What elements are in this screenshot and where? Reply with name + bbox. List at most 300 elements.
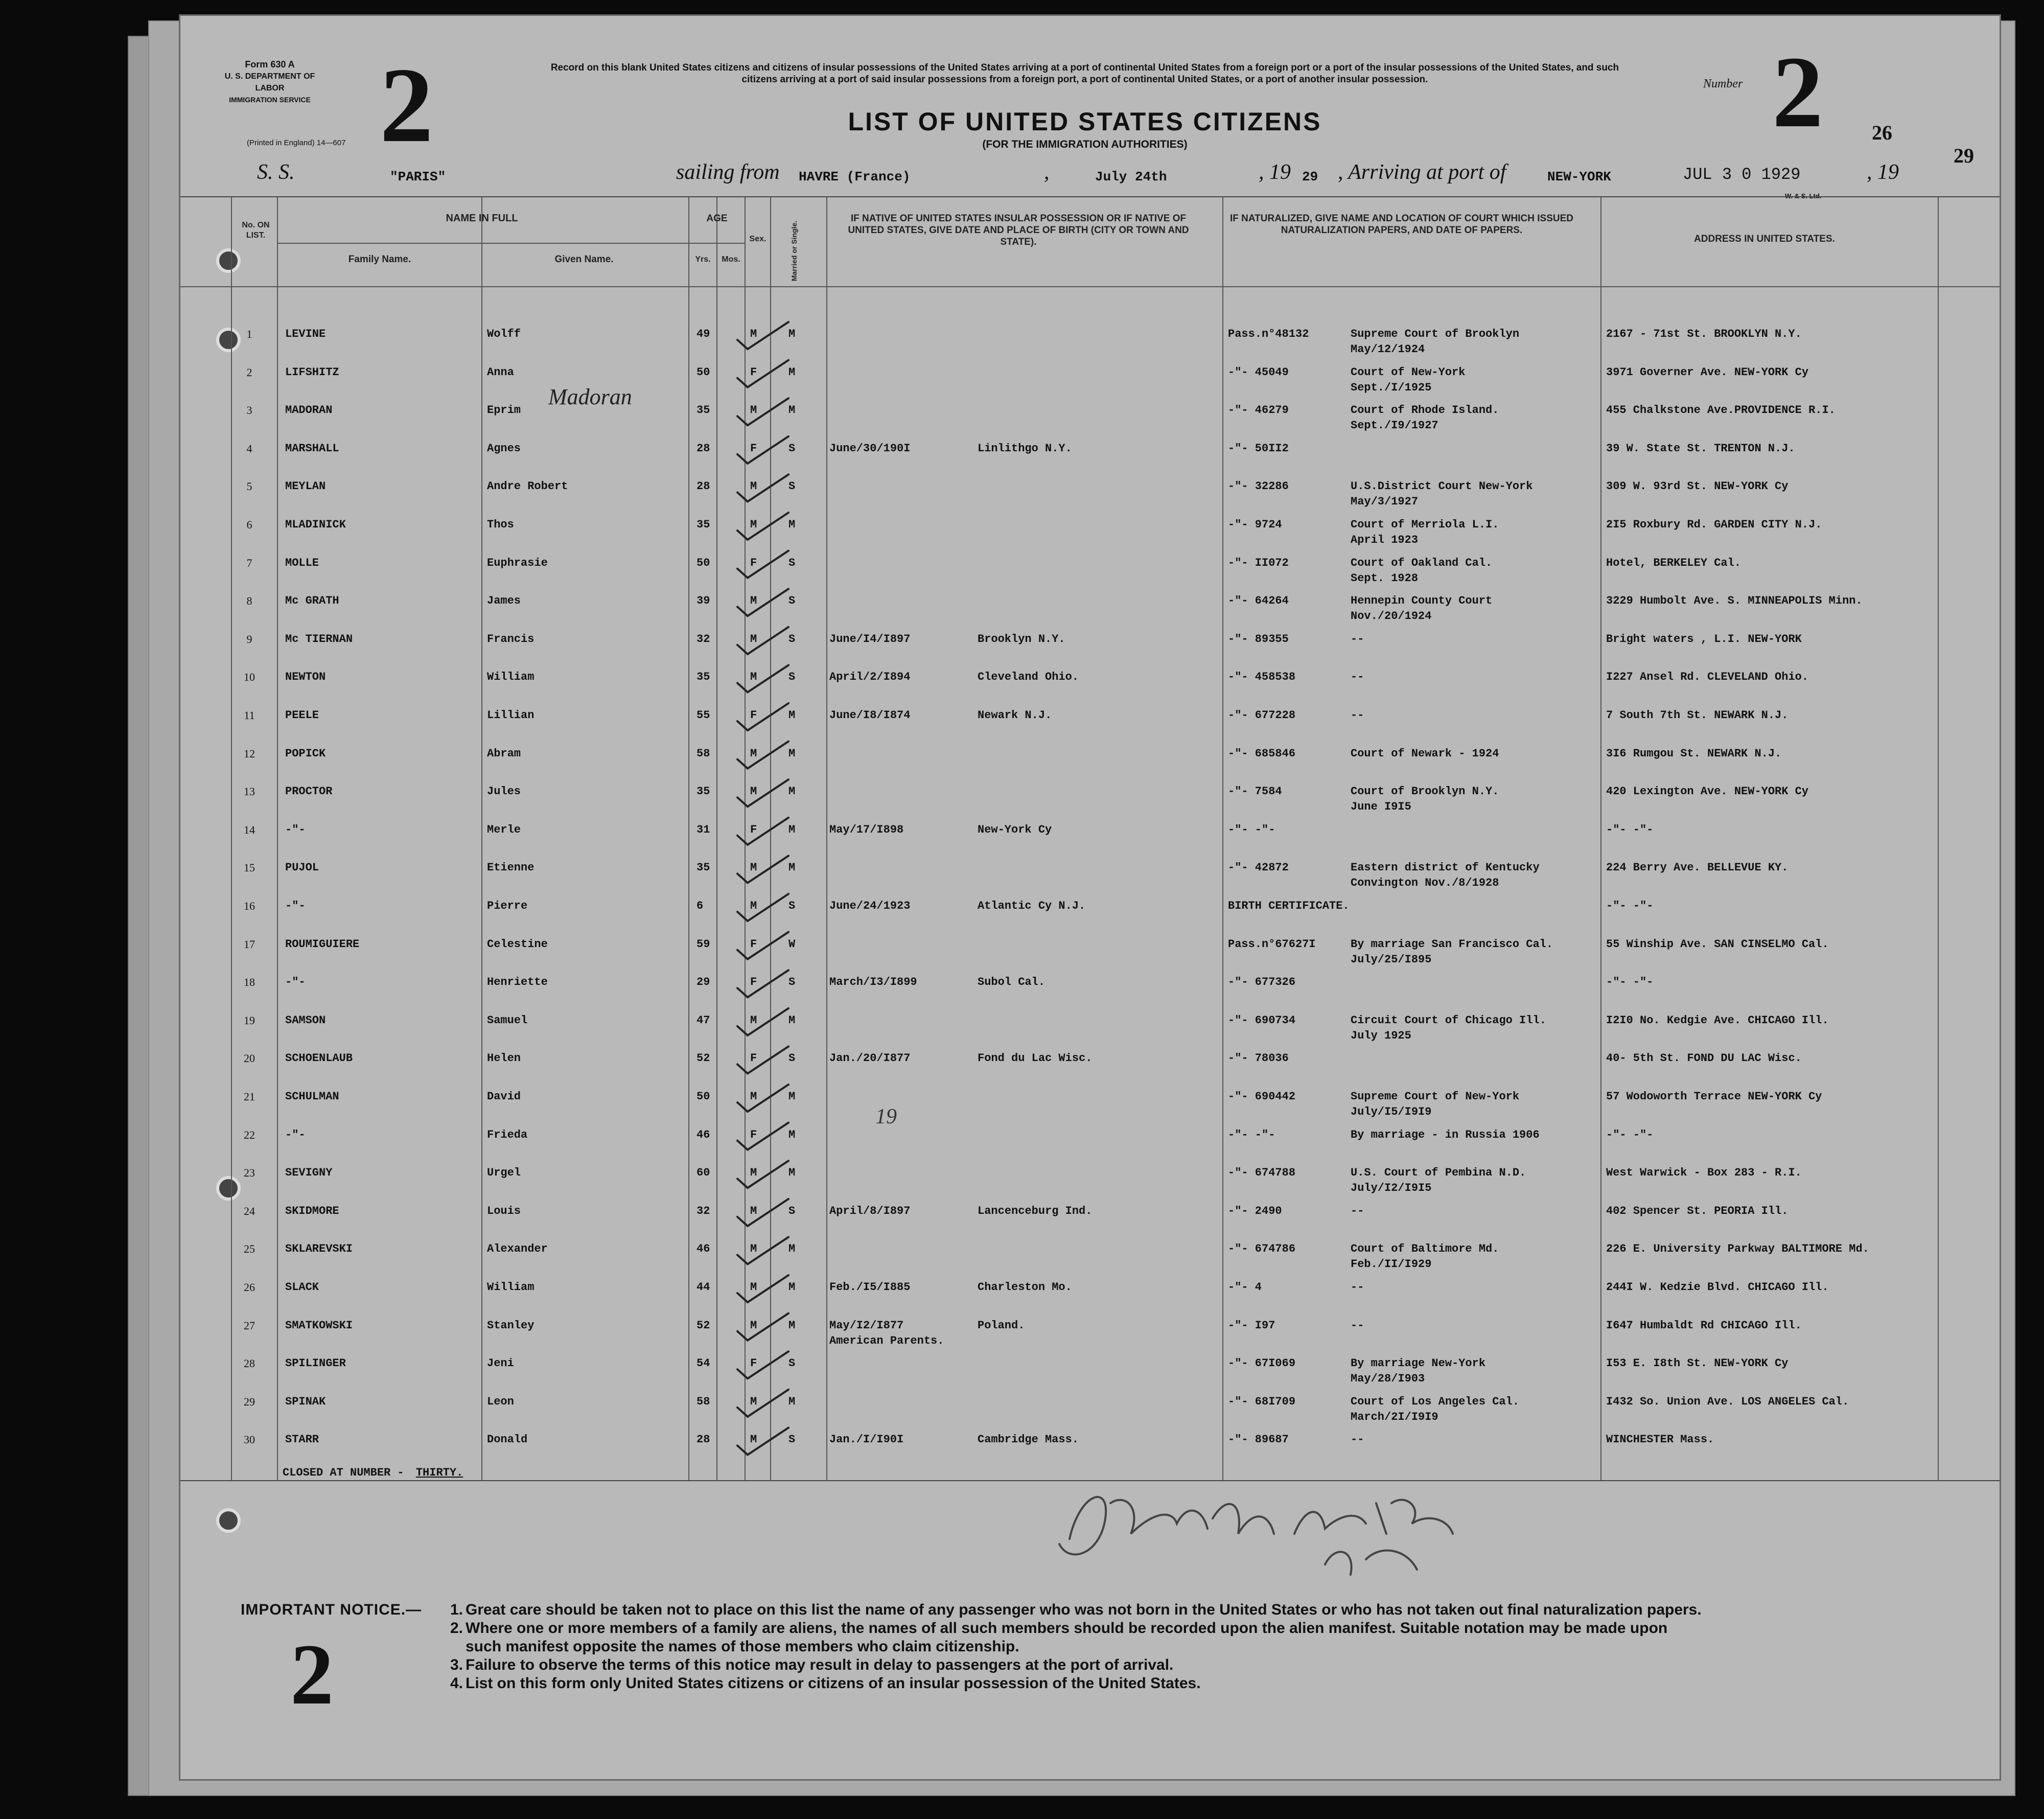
court: -- bbox=[1351, 709, 1364, 722]
arriving-label: , Arriving at port of bbox=[1338, 160, 1506, 184]
court: By marriage - in Russia 1906 bbox=[1351, 1128, 1540, 1141]
sex: M bbox=[750, 328, 757, 340]
birth-date: May/I2/I877 bbox=[829, 1319, 904, 1332]
row-number: 15 bbox=[244, 861, 255, 874]
handwritten-count: 19 bbox=[875, 1105, 897, 1129]
marital-status: M bbox=[788, 518, 796, 531]
row-number: 10 bbox=[244, 671, 255, 684]
row-number: 12 bbox=[244, 747, 255, 760]
marital-status: M bbox=[788, 1014, 796, 1027]
family-name: SAMSON bbox=[285, 1014, 326, 1027]
age-years: 35 bbox=[696, 671, 710, 684]
passport-number: -"- I97 bbox=[1228, 1319, 1275, 1332]
given-name: Abram bbox=[487, 747, 521, 760]
closed-label: CLOSED AT NUMBER - bbox=[283, 1466, 404, 1479]
marital-status: M bbox=[788, 404, 796, 417]
marital-status: S bbox=[788, 480, 796, 493]
birth-place: Poland. bbox=[978, 1319, 1025, 1332]
age-years: 29 bbox=[696, 976, 710, 989]
age-years: 28 bbox=[696, 480, 710, 493]
birth-date: May/17/I898 bbox=[829, 823, 904, 836]
passport-number: -"- 685846 bbox=[1228, 747, 1296, 760]
age-years: 6 bbox=[696, 900, 704, 912]
given-name: Leon bbox=[487, 1395, 514, 1408]
sex: M bbox=[750, 404, 757, 417]
given-name: Alexander bbox=[487, 1242, 548, 1256]
marital-status: M bbox=[788, 1319, 796, 1332]
address: 39 W. State St. TRENTON N.J. bbox=[1606, 442, 1795, 455]
age-years: 44 bbox=[696, 1281, 710, 1294]
family-name: POPICK bbox=[285, 747, 326, 760]
given-name: Euphrasie bbox=[487, 556, 548, 569]
address: I432 So. Union Ave. LOS ANGELES Cal. bbox=[1606, 1395, 1849, 1408]
form-instructions: Record on this blank United States citizens and citizens of insular possessions of the United States arriving at a port of continental United States from a foreign port or a port of the insular possessions of the United States, and such citizens arriving at a port of said insular possessions from a foreign port, a port of continental United States, or a port of another insular possession. bbox=[550, 62, 1619, 85]
notice-label: IMPORTANT NOTICE.— bbox=[241, 1601, 422, 1618]
row-number: 5 bbox=[246, 480, 252, 493]
arrival-port: NEW-YORK bbox=[1547, 169, 1611, 185]
birth-date: April/8/I897 bbox=[829, 1204, 911, 1217]
notice-item: 2. Where one or more members of a family are aliens, the names of all such members should be recorded upon the alien manifest. Suitable notation may be made upon bbox=[450, 1620, 1668, 1637]
family-name: -"- bbox=[285, 900, 306, 912]
sex: F bbox=[750, 442, 757, 455]
address: I2I0 No. Kedgie Ave. CHICAGO Ill. bbox=[1606, 1014, 1829, 1027]
passport-number: -"- II072 bbox=[1228, 556, 1289, 569]
departure-port: HAVRE (France) bbox=[799, 169, 911, 185]
court-date: March/2I/I9I9 bbox=[1351, 1410, 1438, 1423]
header-address: ADDRESS IN UNITED STATES. bbox=[1694, 234, 1835, 244]
marital-status: M bbox=[788, 785, 796, 798]
age-years: 28 bbox=[696, 442, 710, 455]
birth-note: American Parents. bbox=[829, 1334, 944, 1347]
passport-number: -"- 4 bbox=[1228, 1281, 1262, 1294]
address: 244I W. Kedzie Blvd. CHICAGO Ill. bbox=[1606, 1281, 1829, 1294]
given-name: Samuel bbox=[487, 1014, 528, 1027]
sex: F bbox=[750, 1052, 757, 1065]
sex: M bbox=[750, 480, 757, 493]
address: Bright waters , L.I. NEW-YORK bbox=[1606, 632, 1802, 646]
row-number: 4 bbox=[246, 442, 252, 455]
age-years: 35 bbox=[696, 518, 710, 531]
row-number: 18 bbox=[244, 976, 255, 989]
sex: M bbox=[750, 594, 757, 608]
marital-status: M bbox=[788, 1166, 796, 1180]
given-name: Stanley bbox=[487, 1319, 535, 1332]
header-yrs: Yrs. bbox=[695, 255, 711, 264]
passport-number: BIRTH CERTIFICATE. bbox=[1228, 900, 1350, 912]
address: 455 Chalkstone Ave.PROVIDENCE R.I. bbox=[1606, 404, 1836, 417]
birth-date: June/30/190I bbox=[829, 442, 911, 455]
age-years: 35 bbox=[696, 404, 710, 417]
court-date: July/I5/I9I9 bbox=[1351, 1106, 1432, 1118]
marital-status: S bbox=[788, 1433, 796, 1446]
given-name: Thos bbox=[487, 518, 514, 531]
family-name: PEELE bbox=[285, 709, 319, 722]
notice-item: 3. Failure to observe the terms of this notice may result in delay to passengers at the port of arrival. bbox=[450, 1656, 1174, 1673]
row-number: 22 bbox=[244, 1128, 255, 1141]
passport-number: -"- 89687 bbox=[1228, 1433, 1289, 1446]
court: Court of Brooklyn N.Y. bbox=[1351, 785, 1499, 798]
address: 226 E. University Parkway BALTIMORE Md. bbox=[1606, 1242, 1869, 1256]
given-name: Francis bbox=[487, 632, 535, 646]
given-name: William bbox=[487, 671, 535, 684]
court-date: May/3/1927 bbox=[1351, 495, 1419, 509]
header-name-in-full: NAME IN FULL bbox=[446, 213, 518, 224]
sex: M bbox=[750, 1319, 757, 1332]
row-number: 29 bbox=[244, 1395, 255, 1408]
family-name: -"- bbox=[285, 1128, 306, 1141]
address: I227 Ansel Rd. CLEVELAND Ohio. bbox=[1606, 671, 1809, 684]
family-name: MOLLE bbox=[285, 556, 319, 569]
court: -- bbox=[1351, 1204, 1364, 1217]
header-family-name: Family Name. bbox=[348, 254, 411, 265]
family-name: SKLAREVSKI bbox=[285, 1242, 353, 1256]
sex: M bbox=[750, 1281, 757, 1294]
birth-date: June/24/1923 bbox=[829, 900, 911, 912]
address: I53 E. I8th St. NEW-YORK Cy bbox=[1606, 1357, 1788, 1370]
family-name: NEWTON bbox=[285, 671, 326, 684]
header-age: AGE bbox=[706, 213, 728, 224]
given-name: Donald bbox=[487, 1433, 528, 1446]
marital-status: S bbox=[788, 556, 796, 569]
address: 55 Winship Ave. SAN CINSELMO Cal. bbox=[1606, 937, 1829, 951]
address: West Warwick - Box 283 - R.I. bbox=[1606, 1166, 1802, 1180]
notice-item: such manifest opposite the names of those members who claim citizenship. bbox=[466, 1638, 1019, 1655]
passport-number: -"- 674786 bbox=[1228, 1242, 1296, 1256]
passport-number: -"- 50II2 bbox=[1228, 442, 1289, 455]
age-years: 50 bbox=[696, 556, 710, 569]
marital-status: S bbox=[788, 1204, 796, 1217]
birth-place: Subol Cal. bbox=[978, 976, 1046, 989]
row-number: 8 bbox=[246, 594, 252, 608]
court: Court of Baltimore Md. bbox=[1351, 1242, 1499, 1256]
court: Hennepin County Court bbox=[1351, 594, 1493, 608]
list-number-stamp: 2 bbox=[1772, 36, 1823, 149]
form-subtitle: (FOR THE IMMIGRATION AUTHORITIES) bbox=[982, 139, 1188, 150]
row-number: 3 bbox=[246, 404, 252, 417]
birth-place: Lancenceburg Ind. bbox=[978, 1204, 1093, 1217]
address: -"- -"- bbox=[1606, 823, 1654, 836]
family-name: LEVINE bbox=[285, 328, 326, 340]
age-years: 54 bbox=[696, 1357, 710, 1370]
age-years: 46 bbox=[696, 1242, 710, 1256]
address: 309 W. 93rd St. NEW-YORK Cy bbox=[1606, 480, 1788, 493]
age-years: 59 bbox=[696, 937, 710, 951]
passport-number: -"- -"- bbox=[1228, 1128, 1275, 1141]
family-name: -"- bbox=[285, 976, 306, 989]
given-name: William bbox=[487, 1281, 535, 1294]
address: 2167 - 71st St. BROOKLYN N.Y. bbox=[1606, 328, 1802, 340]
marital-status: S bbox=[788, 632, 796, 646]
birth-place: Charleston Mo. bbox=[978, 1281, 1072, 1294]
department: U. S. DEPARTMENT OF LABOR bbox=[224, 72, 315, 93]
birth-place: Brooklyn N.Y. bbox=[978, 632, 1065, 646]
arrival-date-stamp: JUL 3 0 1929 bbox=[1683, 165, 1801, 184]
address: WINCHESTER Mass. bbox=[1606, 1433, 1714, 1446]
ship-name: "PARIS" bbox=[390, 169, 446, 185]
given-name: Agnes bbox=[487, 442, 521, 455]
marital-status: M bbox=[788, 861, 796, 874]
birth-place: Cleveland Ohio. bbox=[978, 671, 1079, 684]
given-name: Etienne bbox=[487, 861, 535, 874]
court: Supreme Court of Brooklyn bbox=[1351, 328, 1520, 340]
family-name: SMATKOWSKI bbox=[285, 1319, 353, 1332]
address: 3971 Governer Ave. NEW-YORK Cy bbox=[1606, 365, 1809, 379]
passport-number: -"- 89355 bbox=[1228, 632, 1289, 646]
sex: M bbox=[750, 1166, 757, 1180]
family-name: STARR bbox=[285, 1433, 319, 1446]
marital-status: S bbox=[788, 594, 796, 608]
marital-status: S bbox=[788, 976, 796, 989]
service: IMMIGRATION SERVICE bbox=[229, 96, 311, 104]
notice-item: 1. Great care should be taken not to place on this list the name of any passenger who was not born in the United States or who has not taken out final naturalization papers. bbox=[450, 1601, 1702, 1618]
passport-number: -"- 674788 bbox=[1228, 1166, 1296, 1180]
court: Court of Rhode Island. bbox=[1351, 404, 1499, 417]
marital-status: M bbox=[788, 823, 796, 836]
sex: M bbox=[750, 1204, 757, 1217]
sex: F bbox=[750, 1128, 757, 1141]
sex: M bbox=[750, 1090, 757, 1103]
given-name: Henriette bbox=[487, 976, 548, 989]
age-years: 58 bbox=[696, 747, 710, 760]
sex: F bbox=[750, 556, 757, 569]
given-name: Andre Robert bbox=[487, 480, 568, 493]
row-number: 19 bbox=[244, 1014, 255, 1027]
court: Court of Los Angeles Cal. bbox=[1351, 1395, 1520, 1408]
given-name: Frieda bbox=[487, 1128, 528, 1141]
year-label: , 19 bbox=[1259, 160, 1291, 184]
age-years: 50 bbox=[696, 365, 710, 379]
age-years: 60 bbox=[696, 1166, 710, 1180]
birth-date: April/2/I894 bbox=[829, 671, 911, 684]
separator: , bbox=[1044, 160, 1050, 184]
family-name: -"- bbox=[285, 823, 306, 836]
family-name: PUJOL bbox=[285, 861, 319, 874]
row-number: 13 bbox=[244, 785, 255, 798]
court-date: Nov./20/1924 bbox=[1351, 610, 1432, 623]
passport-number: -"- 677228 bbox=[1228, 709, 1296, 722]
given-name: Eprim bbox=[487, 404, 521, 417]
page-number: 26 bbox=[1872, 121, 1892, 144]
marital-status: S bbox=[788, 671, 796, 684]
court: U.S. Court of Pembina N.D. bbox=[1351, 1166, 1526, 1180]
marital-status: M bbox=[788, 1128, 796, 1141]
court: Supreme Court of New-York bbox=[1351, 1090, 1520, 1103]
age-years: 58 bbox=[696, 1395, 710, 1408]
header-mos: Mos. bbox=[722, 255, 740, 264]
court-date: Feb./II/I929 bbox=[1351, 1258, 1432, 1271]
address: 7 South 7th St. NEWARK N.J. bbox=[1606, 709, 1788, 722]
passport-number: -"- 68I709 bbox=[1228, 1395, 1296, 1408]
birth-place: Atlantic Cy N.J. bbox=[978, 900, 1086, 912]
marital-status: M bbox=[788, 1395, 796, 1408]
punch-hole bbox=[216, 1508, 241, 1533]
sex: M bbox=[750, 1014, 757, 1027]
sex: F bbox=[750, 976, 757, 989]
family-name: ROUMIGUIERE bbox=[285, 937, 360, 951]
birth-place: Fond du Lac Wisc. bbox=[978, 1052, 1093, 1065]
court: Circuit Court of Chicago Ill. bbox=[1351, 1014, 1546, 1027]
court-date: July/I2/I9I5 bbox=[1351, 1182, 1432, 1195]
age-years: 32 bbox=[696, 1204, 710, 1217]
birth-date: June/I8/I874 bbox=[829, 709, 911, 722]
address: 420 Lexington Ave. NEW-YORK Cy bbox=[1606, 785, 1809, 798]
row-number: 16 bbox=[244, 900, 255, 912]
form-number: Form 630 A bbox=[245, 59, 295, 70]
passport-number: Pass.n°67627I bbox=[1228, 937, 1316, 951]
row-number: 23 bbox=[244, 1166, 255, 1180]
header-no: No. ON LIST. bbox=[242, 221, 270, 240]
sex: F bbox=[750, 365, 757, 379]
list-number-stamp: 2 bbox=[380, 46, 433, 165]
court-date: July 1925 bbox=[1351, 1029, 1411, 1042]
address: Hotel, BERKELEY Cal. bbox=[1606, 556, 1741, 569]
court: -- bbox=[1351, 1319, 1364, 1332]
passport-number: -"- 7584 bbox=[1228, 785, 1282, 798]
given-name: Helen bbox=[487, 1052, 521, 1065]
court: Court of Oakland Cal. bbox=[1351, 556, 1493, 569]
address: -"- -"- bbox=[1606, 1128, 1654, 1141]
court: By marriage New-York bbox=[1351, 1357, 1486, 1370]
sex: F bbox=[750, 1357, 757, 1370]
sex: M bbox=[750, 632, 757, 646]
row-number: 17 bbox=[244, 937, 255, 951]
voyage-line bbox=[257, 160, 1943, 191]
sailing-label: sailing from bbox=[676, 160, 780, 184]
passport-number: -"- 677326 bbox=[1228, 976, 1296, 989]
passport-number: -"- 64264 bbox=[1228, 594, 1289, 608]
marital-status: M bbox=[788, 709, 796, 722]
family-name: SKIDMORE bbox=[285, 1204, 339, 1217]
family-name: SEVIGNY bbox=[285, 1166, 333, 1180]
address: 57 Wodoworth Terrace NEW-YORK Cy bbox=[1606, 1090, 1822, 1103]
age-years: 55 bbox=[696, 709, 710, 722]
given-name: Lillian bbox=[487, 709, 535, 722]
age-years: 35 bbox=[696, 861, 710, 874]
birth-place: Newark N.J. bbox=[978, 709, 1052, 722]
court: -- bbox=[1351, 632, 1364, 646]
row-number: 11 bbox=[244, 709, 255, 722]
birth-place: Cambridge Mass. bbox=[978, 1433, 1079, 1446]
row-number: 28 bbox=[244, 1357, 255, 1370]
family-name: MEYLAN bbox=[285, 480, 326, 493]
given-name: Urgel bbox=[487, 1166, 521, 1180]
birth-date: Feb./I5/I885 bbox=[829, 1281, 911, 1294]
sailing-date: July 24th bbox=[1095, 169, 1167, 185]
passport-number: -"- 42872 bbox=[1228, 861, 1289, 874]
birth-date: June/I4/I897 bbox=[829, 632, 911, 646]
age-years: 50 bbox=[696, 1090, 710, 1103]
header-married-single: Married or Single. bbox=[790, 220, 798, 282]
ss-label: S. S. bbox=[257, 160, 295, 184]
birth-date: Jan./I/I90I bbox=[829, 1433, 904, 1446]
sex: M bbox=[750, 1395, 757, 1408]
given-name: James bbox=[487, 594, 521, 608]
court-date: June I9I5 bbox=[1351, 800, 1411, 814]
list-number-stamp: 2 bbox=[290, 1626, 334, 1722]
printer-mark: W. & S. Ltd. bbox=[1785, 192, 1822, 200]
passport-number: -"- 45049 bbox=[1228, 365, 1289, 379]
court: -- bbox=[1351, 671, 1364, 684]
passport-number: -"- 67I069 bbox=[1228, 1357, 1296, 1370]
birth-date: March/I3/I899 bbox=[829, 976, 917, 989]
given-name: Wolff bbox=[487, 328, 521, 340]
age-years: 39 bbox=[696, 594, 710, 608]
address: -"- -"- bbox=[1606, 900, 1654, 912]
address: -"- -"- bbox=[1606, 976, 1654, 989]
address: I647 Humbaldt Rd CHICAGO Ill. bbox=[1606, 1319, 1802, 1332]
sex: M bbox=[750, 1242, 757, 1256]
page-number-behind: 29 bbox=[1954, 144, 1974, 167]
row-number: 27 bbox=[244, 1319, 255, 1332]
passport-number: -"- 46279 bbox=[1228, 404, 1289, 417]
header-native: IF NATIVE OF UNITED STATES INSULAR POSSESSION OR IF NATIVE OF UNITED STATES, GIVE DATE AND PLACE OF BIRTH (CITY OR TOWN AND STATE). bbox=[848, 213, 1189, 247]
marital-status: M bbox=[788, 365, 796, 379]
court: By marriage San Francisco Cal. bbox=[1351, 937, 1553, 951]
given-name: Merle bbox=[487, 823, 521, 836]
given-name: David bbox=[487, 1090, 521, 1103]
marital-status: M bbox=[788, 1242, 796, 1256]
inspector-signature bbox=[1049, 1462, 1509, 1585]
court: Eastern district of Kentucky bbox=[1351, 861, 1540, 874]
year-label-2: , 19 bbox=[1867, 160, 1899, 184]
row-number: 2 bbox=[246, 365, 252, 379]
court: -- bbox=[1351, 1433, 1364, 1446]
family-name: MLADINICK bbox=[285, 518, 346, 531]
age-years: 52 bbox=[696, 1052, 710, 1065]
closed-at-number bbox=[283, 1466, 463, 1480]
family-name: PROCTOR bbox=[285, 785, 333, 798]
row-number: 7 bbox=[246, 556, 252, 569]
court-date: Sept. 1928 bbox=[1351, 571, 1419, 585]
age-years: 32 bbox=[696, 632, 710, 646]
sex: F bbox=[750, 823, 757, 836]
given-name: Jeni bbox=[487, 1357, 514, 1370]
court-date: April 1923 bbox=[1351, 534, 1419, 546]
passport-number: -"- 2490 bbox=[1228, 1204, 1282, 1217]
sex: F bbox=[750, 937, 757, 951]
row-number: 21 bbox=[244, 1090, 255, 1103]
manifest-sheet bbox=[179, 14, 2001, 1781]
age-years: 47 bbox=[696, 1014, 710, 1027]
marital-status: M bbox=[788, 747, 796, 760]
court-date: Convington Nov./8/1928 bbox=[1351, 877, 1499, 890]
handwritten-name: Madoran bbox=[548, 384, 632, 409]
family-name: Mc TIERNAN bbox=[285, 632, 353, 646]
marital-status: S bbox=[788, 1357, 796, 1370]
header-naturalized: IF NATURALIZED, GIVE NAME AND LOCATION OF COURT WHICH ISSUED NATURALIZATION PAPERS, AND DATE OF PAPERS. bbox=[1229, 213, 1573, 236]
address: 3I6 Rumgou St. NEWARK N.J. bbox=[1606, 747, 1782, 760]
court-date: Sept./I9/1927 bbox=[1351, 419, 1438, 432]
row-number: 20 bbox=[244, 1052, 255, 1065]
row-number: 24 bbox=[244, 1204, 255, 1217]
given-name: Louis bbox=[487, 1204, 521, 1217]
address: 3229 Humbolt Ave. S. MINNEAPOLIS Minn. bbox=[1606, 594, 1863, 608]
court: -- bbox=[1351, 1281, 1364, 1294]
court: Court of New-York bbox=[1351, 365, 1466, 379]
passport-number: -"- 9724 bbox=[1228, 518, 1282, 531]
family-name: Mc GRATH bbox=[285, 594, 339, 608]
row-number: 25 bbox=[244, 1242, 255, 1256]
header-sex: Sex. bbox=[749, 235, 766, 243]
passenger-table bbox=[180, 196, 2000, 1481]
passport-number: -"- 32286 bbox=[1228, 480, 1289, 493]
age-years: 35 bbox=[696, 785, 710, 798]
age-years: 52 bbox=[696, 1319, 710, 1332]
passport-number: -"- -"- bbox=[1228, 823, 1275, 836]
family-name: MADORAN bbox=[285, 404, 333, 417]
court: Court of Merriola L.I. bbox=[1351, 518, 1499, 531]
notice-item: 4. List on this form only United States citizens or citizens of an insular possession of the United States. bbox=[450, 1675, 1201, 1692]
